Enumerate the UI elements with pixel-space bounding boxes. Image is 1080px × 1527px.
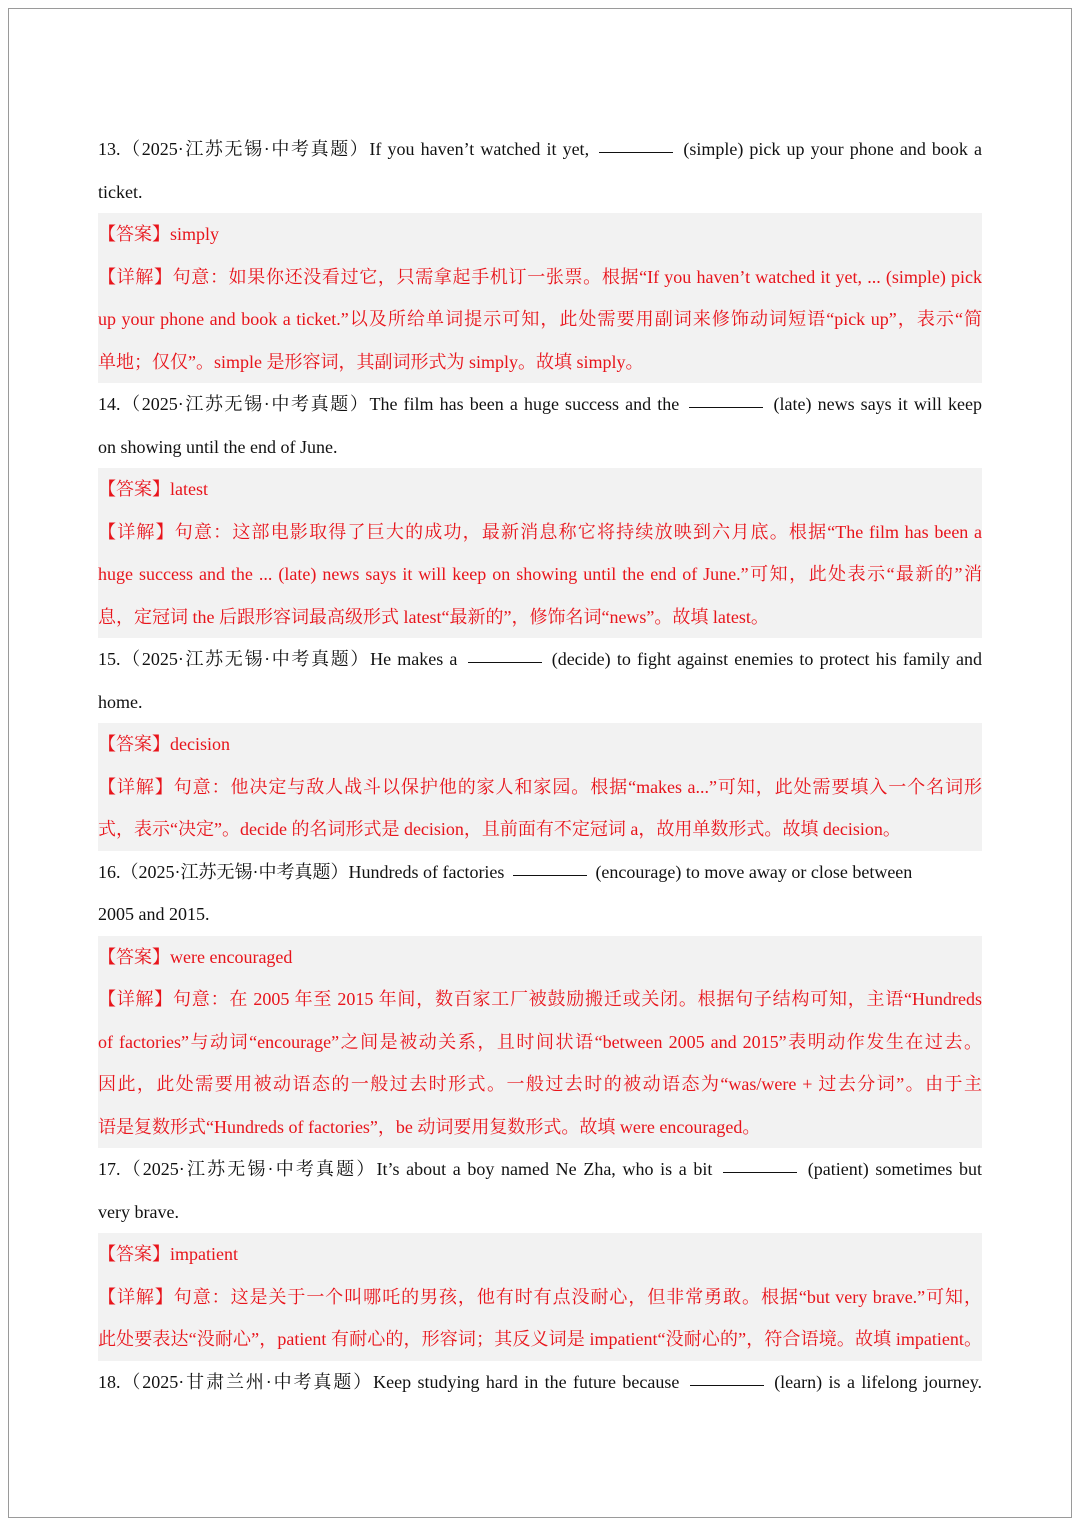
question-14-line-1: 14.（2025·江苏无锡·中考真题）The film has been a huge success and the (late) news says it will keep (98, 394, 982, 414)
answer-13: 【答案】simply (98, 224, 220, 244)
explanation-13-line-2: up your phone and book a ticket.”以及所给单词提示可知，此处需要用副词来修饰动词短语“pick up”，表示“简 (98, 309, 982, 329)
answer-blank (468, 661, 542, 663)
answer-14: 【答案】latest (98, 479, 208, 499)
answer-blank (723, 1171, 797, 1173)
answer-16: 【答案】were encouraged (98, 946, 293, 967)
answer-block-15 (98, 723, 982, 851)
answer-blank (690, 1384, 764, 1386)
explanation-14-line-1: 【详解】句意：这部电影取得了巨大的成功，最新消息称它将持续放映到六月底。根据“The film has been a (98, 521, 982, 542)
answer-17: 【答案】impatient (98, 1244, 238, 1264)
question-17-line-2: very brave. (98, 1201, 179, 1222)
answer-block-16 (98, 936, 982, 1149)
explanation-13-line-1: 【详解】句意：如果你还没看过它，只需拿起手机订一张票。根据“If you haven’t watched it yet, ... (simple) pick (98, 266, 982, 287)
explanation-15-line-1: 【详解】句意：他决定与敌人战斗以保护他的家人和家园。根据“makes a...”可知，此处需要填入一个名词形 (98, 776, 982, 797)
answer-block-14 (98, 468, 982, 638)
answer-block-17 (98, 1233, 982, 1361)
question-17-line-1: 17.（2025·江苏无锡·中考真题）It’s about a boy named Ne Zha, who is a bit (patient) sometimes but (98, 1159, 982, 1179)
explanation-13-line-3: 单地；仅仅”。simple 是形容词，其副词形式为 simply。故填 simply。 (98, 351, 644, 372)
document-content (98, 128, 982, 1403)
question-15-line-1: 15.（2025·江苏无锡·中考真题）He makes a (decide) to fight against enemies to protect his family and (98, 649, 982, 669)
question-14-line-2: on showing until the end of June. (98, 436, 338, 457)
question-16-line-1: 16.（2025·江苏无锡·中考真题）Hundreds of factories (encourage) to move away or close between (98, 861, 913, 882)
answer-blank (513, 874, 587, 876)
explanation-17-line-2: 此处要表达“没耐心”，patient 有耐心的，形容词；其反义词是 impatient“没耐心的”，符合语境。故填 impatient。 (98, 1329, 982, 1349)
explanation-14-line-2: huge success and the ... (late) news says it will keep on showing until the end of June.”可知，此处表示“最新的”消 (98, 564, 982, 584)
explanation-16-line-4: 语是复数形式“Hundreds of factories”，be 动词要用复数形式。故填 were encouraged。 (98, 1116, 761, 1137)
question-16-line-2: 2005 and 2015. (98, 904, 210, 924)
answer-blank (599, 151, 673, 153)
answer-block-13 (98, 213, 982, 383)
explanation-16-line-3: 因此，此处需要用被动语态的一般过去时形式。一般过去时的被动语态为“was/were + 过去分词”。由于主 (98, 1074, 982, 1094)
answer-15: 【答案】decision (98, 734, 230, 754)
explanation-16-line-2: of factories”与动词“encourage”之间是被动关系，且时间状语“between 2005 and 2015”表明动作发生在过去。 (98, 1031, 982, 1052)
explanation-14-line-3: 息，定冠词 the 后跟形容词最高级形式 latest“最新的”，修饰名词“news”。故填 latest。 (98, 606, 769, 627)
explanation-15-line-2: 式，表示“决定”。decide 的名词形式是 decision，且前面有不定冠词 a，故用单数形式。故填 decision。 (98, 819, 901, 839)
answer-blank (689, 406, 763, 408)
question-13-line-1: 13.（2025·江苏无锡·中考真题）If you haven’t watched it yet, (simple) pick up your phone and book a (98, 139, 982, 159)
question-13-line-2: ticket. (98, 181, 143, 202)
explanation-16-line-1: 【详解】句意：在 2005 年至 2015 年间，数百家工厂被鼓励搬迁或关闭。根据句子结构可知，主语“Hundreds (98, 989, 982, 1009)
question-15-line-2: home. (98, 691, 143, 712)
explanation-17-line-1: 【详解】句意：这是关于一个叫哪吒的男孩，他有时有点没耐心，但非常勇敢。根据“but very brave.”可知， (98, 1286, 982, 1307)
question-18-line-1: 18.（2025·甘肃兰州·中考真题）Keep studying hard in the future because (learn) is a lifelong journey. (98, 1371, 982, 1392)
